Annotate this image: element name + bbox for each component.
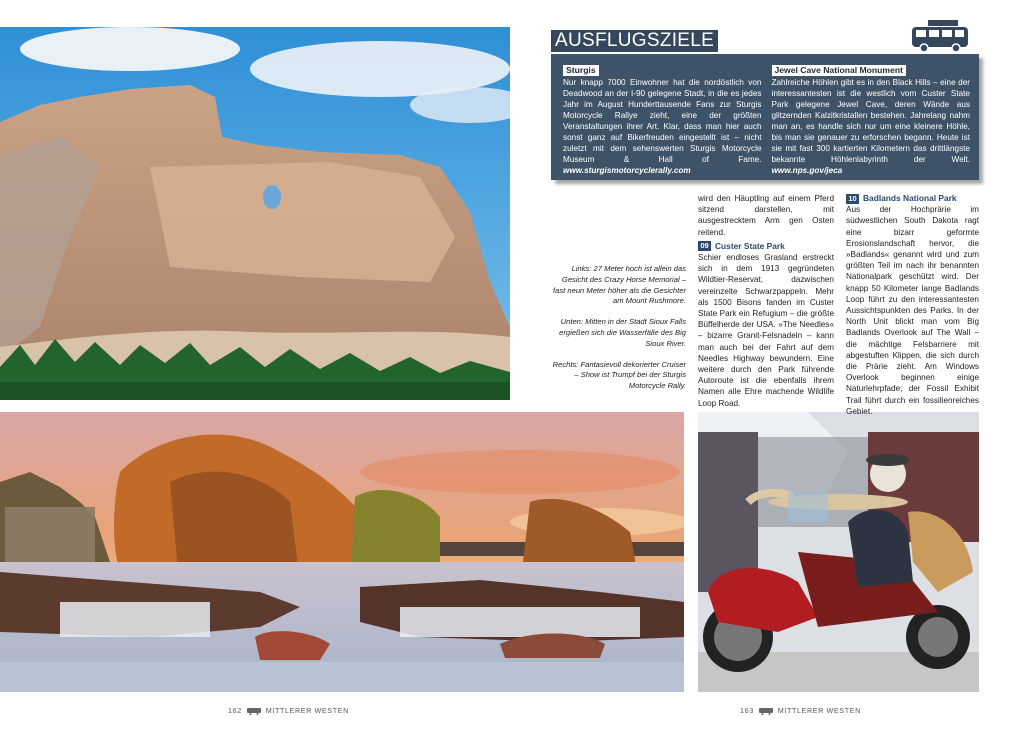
- caption-sioux-falls: Unten: Mitten in der Stadt Sioux Falls ergießen sich die Wasserfälle des Big Sioux River.: [559, 317, 686, 348]
- caption-cruiser: Rechts: Fantasievoll dekorierter Cruiser – Show ist Trumpf bei der Sturgis Motorcycle Rally.: [552, 359, 686, 391]
- camper-van-icon: [759, 707, 773, 715]
- custer-number: 09: [698, 241, 711, 251]
- caption-crazy-horse: Links: 27 Meter hoch ist allein das Gesicht des Crazy Horse Memorial – fast neun Meter höher als die Gesichter am Mount Rushmore.: [553, 264, 686, 306]
- article-column-left: [698, 193, 834, 409]
- sturgis-heading: Sturgis: [563, 65, 599, 76]
- sioux-falls-photo: [0, 412, 684, 692]
- jewel-cave-tip: [772, 65, 971, 180]
- tips-box: [551, 54, 979, 180]
- sturgis-tip: [563, 65, 762, 180]
- footer-left: [228, 706, 349, 715]
- sturgis-text: Nur knapp 7000 Einwohner hat die nordöstlich von Deadwood an der I-90 gelegene Stadt, in die es jedes Jahr im August Hunderttausende Fans zur Sturgis Motorcycle Rallye zieht, eine der größten Veranstaltungen ihrer Art. Klar, dass man hier auch sonst ganz auf Bikerfreuden eingestellt ist – nicht zuletzt mit dem sehenswerten Sturgis Motorcycle Museum & Hall of Fame.: [563, 78, 762, 164]
- custer-text: Schier endloses Grasland erstreckt sich in dem 1913 gegründeten Wildtier-Reservat, dazwischen vereinzelte Schwarzpappeln. Mehr als 1500 Bisons fanden im Custer State Park ein Refugium – die größte Büffelherde der USA. »The Needles« – bizarre Granit-Felsnadeln – kann man auch bei der Fahrt auf dem Needles Highway bewundern. Eine weitere durch den Park führende Autoroute ist die ebenfalls ihrem Namen alle Ehre machende Wildlife Loop Road.: [698, 253, 834, 408]
- footer-section-right: MITTLERER WESTEN: [777, 706, 861, 715]
- camper-van-icon: [247, 707, 261, 715]
- camper-van-icon: [910, 18, 970, 54]
- section-title: AUSFLUGSZIELE: [551, 30, 718, 52]
- photo-captions: [548, 264, 686, 402]
- biker-photo: [698, 412, 979, 692]
- badlands-number: 10: [846, 194, 859, 204]
- badlands-heading: [846, 193, 979, 204]
- jewel-cave-link[interactable]: www.nps.gov/jeca: [771, 166, 843, 175]
- crazy-horse-photo: [0, 27, 510, 400]
- custer-title: Custer State Park: [715, 240, 785, 251]
- footer-section-left: MITTLERER WESTEN: [265, 706, 349, 715]
- badlands-text: Aus der Hochprärie im südwestlichen South Dakota ragt eine bizarr geformte Erosionslandschaft hervor, die »Badlands« genannt wird und zum größten Teil im nach ihr benannten Nationalpark geschützt wird. Der knapp 50 Kilometer lange Badlands Loop führt zu den interessantesten Aussichtspunkten des Parks. In der North Unit blickt man vom Big Badlands Overlook auf The Wall – die mächtige Felsbarriere mit abgestuften Klippen, die sich durch die Prärie zieht. Am Windows Overlook beginnen einige Naturlehrpfade; der Fossil Exhibit Trail führt durch ein fossilienreiches Gebiet.: [846, 205, 979, 416]
- jewel-cave-heading: Jewel Cave National Monument: [772, 65, 906, 76]
- custer-heading: [698, 241, 834, 252]
- badlands-title: Badlands National Park: [863, 193, 957, 203]
- page-number-right: 163: [740, 706, 754, 715]
- crazy-horse-continued: wird den Häuptling auf einem Pferd sitzend darstellen, mit ausgestrecktem Arm gen Osten reitend.: [698, 194, 834, 237]
- page-number-left: 162: [228, 706, 242, 715]
- footer-right: [740, 706, 861, 715]
- article-column-right: [846, 193, 979, 417]
- sturgis-link[interactable]: www.sturgismotorcyclerally.com: [563, 166, 691, 175]
- jewel-cave-text: Zahlreiche Höhlen gibt es in den Black Hills – eine der interessantesten ist die westlich vom Custer State Park gelegene Jewel Cave, deren Wände aus glitzernden Kalzitkristallen bestehen. Jahrelang nahm man an, es handle sich nur um eine kleinere Höhle, bis man sie genauer zu erforschen begann. Heute ist sie mit fast 300 kartierten Kilometern das drittlängste bekannte Höhlenlabyrinth der Welt.: [771, 78, 970, 164]
